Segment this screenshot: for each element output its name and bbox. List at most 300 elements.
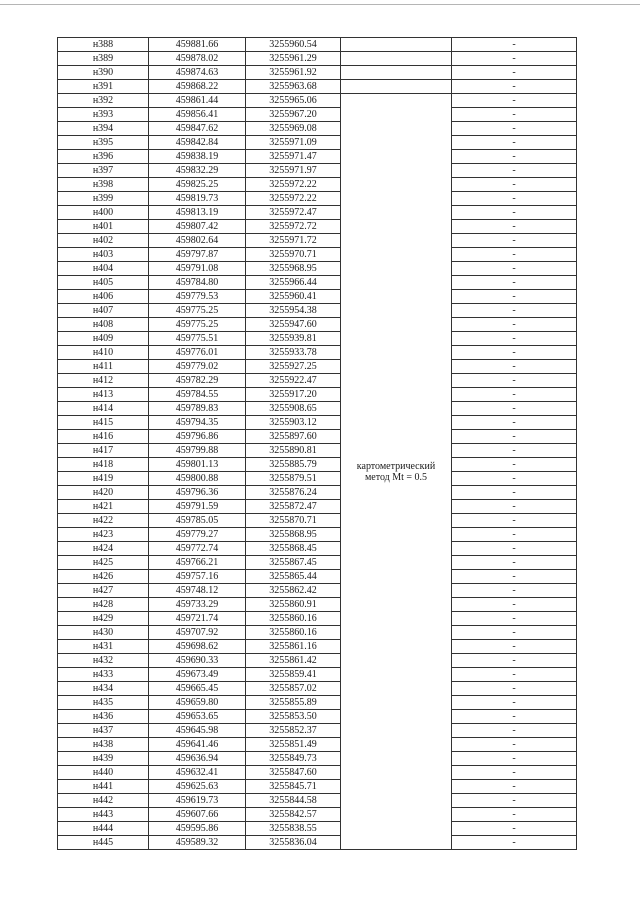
x-coordinate-cell: 459607.66 (149, 808, 246, 822)
x-coordinate-cell: 459653.65 (149, 710, 246, 724)
x-coordinate-cell: 459819.73 (149, 192, 246, 206)
method-text-line: метод Mt = 0.5 (364, 471, 428, 483)
point-id-cell: н417 (58, 444, 149, 458)
x-coordinate-cell: 459619.73 (149, 794, 246, 808)
x-coordinate-cell: 459636.94 (149, 752, 246, 766)
y-coordinate-cell: 3255968.95 (246, 262, 341, 276)
table-row (58, 52, 577, 66)
x-coordinate-cell: 459784.80 (149, 276, 246, 290)
point-id-cell: н413 (58, 388, 149, 402)
dash-cell: - (452, 612, 577, 626)
table-row (58, 206, 577, 220)
point-id-cell: н402 (58, 234, 149, 248)
method-text-line: картометрический (356, 460, 436, 472)
point-id-cell: н425 (58, 556, 149, 570)
y-coordinate-cell: 3255967.20 (246, 108, 341, 122)
y-coordinate-cell: 3255844.58 (246, 794, 341, 808)
table-row (58, 514, 577, 528)
dash-cell: - (452, 486, 577, 500)
y-coordinate-cell: 3255970.71 (246, 248, 341, 262)
table-row (58, 556, 577, 570)
dash-cell: - (452, 164, 577, 178)
y-coordinate-cell: 3255965.06 (246, 94, 341, 108)
table-row (58, 696, 577, 710)
x-coordinate-cell: 459757.16 (149, 570, 246, 584)
point-id-cell: н389 (58, 52, 149, 66)
empty-method-cell (341, 38, 452, 52)
table-row (58, 136, 577, 150)
x-coordinate-cell: 459641.46 (149, 738, 246, 752)
dash-cell: - (452, 556, 577, 570)
dash-cell: - (452, 822, 577, 836)
point-id-cell: н394 (58, 122, 149, 136)
point-id-cell: н420 (58, 486, 149, 500)
coordinates-table (57, 37, 577, 850)
y-coordinate-cell: 3255836.04 (246, 836, 341, 850)
table-row (58, 388, 577, 402)
x-coordinate-cell: 459838.19 (149, 150, 246, 164)
y-coordinate-cell: 3255917.20 (246, 388, 341, 402)
y-coordinate-cell: 3255847.60 (246, 766, 341, 780)
coordinates-table-body (58, 38, 577, 850)
point-id-cell: н431 (58, 640, 149, 654)
dash-cell: - (452, 318, 577, 332)
table-row (58, 150, 577, 164)
table-row (58, 66, 577, 80)
point-id-cell: н405 (58, 276, 149, 290)
point-id-cell: н423 (58, 528, 149, 542)
point-id-cell: н442 (58, 794, 149, 808)
dash-cell: - (452, 346, 577, 360)
point-id-cell: н412 (58, 374, 149, 388)
table-row (58, 444, 577, 458)
point-id-cell: н444 (58, 822, 149, 836)
point-id-cell: н426 (58, 570, 149, 584)
x-coordinate-cell: 459665.45 (149, 682, 246, 696)
y-coordinate-cell: 3255860.16 (246, 626, 341, 640)
x-coordinate-cell: 459789.83 (149, 402, 246, 416)
point-id-cell: н409 (58, 332, 149, 346)
y-coordinate-cell: 3255972.22 (246, 178, 341, 192)
x-coordinate-cell: 459802.64 (149, 234, 246, 248)
table-row (58, 752, 577, 766)
table-row (58, 192, 577, 206)
table-row (58, 416, 577, 430)
y-coordinate-cell: 3255954.38 (246, 304, 341, 318)
empty-method-cell (341, 66, 452, 80)
x-coordinate-cell: 459779.53 (149, 290, 246, 304)
dash-cell: - (452, 136, 577, 150)
y-coordinate-cell: 3255845.71 (246, 780, 341, 794)
y-coordinate-cell: 3255867.45 (246, 556, 341, 570)
method-cell (341, 94, 452, 850)
y-coordinate-cell: 3255972.22 (246, 192, 341, 206)
x-coordinate-cell: 459807.42 (149, 220, 246, 234)
y-coordinate-cell: 3255971.72 (246, 234, 341, 248)
table-row (58, 318, 577, 332)
x-coordinate-cell: 459800.88 (149, 472, 246, 486)
y-coordinate-cell: 3255972.47 (246, 206, 341, 220)
x-coordinate-cell: 459589.32 (149, 836, 246, 850)
x-coordinate-cell: 459794.35 (149, 416, 246, 430)
point-id-cell: н395 (58, 136, 149, 150)
x-coordinate-cell: 459785.05 (149, 514, 246, 528)
point-id-cell: н445 (58, 836, 149, 850)
table-row (58, 402, 577, 416)
dash-cell: - (452, 80, 577, 94)
x-coordinate-cell: 459801.13 (149, 458, 246, 472)
y-coordinate-cell: 3255890.81 (246, 444, 341, 458)
point-id-cell: н418 (58, 458, 149, 472)
point-id-cell: н421 (58, 500, 149, 514)
y-coordinate-cell: 3255947.60 (246, 318, 341, 332)
dash-cell: - (452, 752, 577, 766)
table-row (58, 724, 577, 738)
point-id-cell: н407 (58, 304, 149, 318)
table-row (58, 836, 577, 850)
point-id-cell: н438 (58, 738, 149, 752)
point-id-cell: н415 (58, 416, 149, 430)
dash-cell: - (452, 696, 577, 710)
point-id-cell: н429 (58, 612, 149, 626)
table-row (58, 668, 577, 682)
y-coordinate-cell: 3255868.45 (246, 542, 341, 556)
x-coordinate-cell: 459799.88 (149, 444, 246, 458)
y-coordinate-cell: 3255960.54 (246, 38, 341, 52)
dash-cell: - (452, 94, 577, 108)
point-id-cell: н399 (58, 192, 149, 206)
point-id-cell: н436 (58, 710, 149, 724)
dash-cell: - (452, 472, 577, 486)
y-coordinate-cell: 3255927.25 (246, 360, 341, 374)
table-row (58, 262, 577, 276)
x-coordinate-cell: 459595.86 (149, 822, 246, 836)
dash-cell: - (452, 724, 577, 738)
table-row (58, 178, 577, 192)
x-coordinate-cell: 459775.51 (149, 332, 246, 346)
y-coordinate-cell: 3255961.92 (246, 66, 341, 80)
x-coordinate-cell: 459625.63 (149, 780, 246, 794)
point-id-cell: н390 (58, 66, 149, 80)
point-id-cell: н428 (58, 598, 149, 612)
x-coordinate-cell: 459796.86 (149, 430, 246, 444)
y-coordinate-cell: 3255971.09 (246, 136, 341, 150)
table-row (58, 164, 577, 178)
y-coordinate-cell: 3255868.95 (246, 528, 341, 542)
table-row (58, 808, 577, 822)
y-coordinate-cell: 3255933.78 (246, 346, 341, 360)
x-coordinate-cell: 459832.29 (149, 164, 246, 178)
x-coordinate-cell: 459748.12 (149, 584, 246, 598)
y-coordinate-cell: 3255861.16 (246, 640, 341, 654)
x-coordinate-cell: 459868.22 (149, 80, 246, 94)
table-row (58, 738, 577, 752)
point-id-cell: н433 (58, 668, 149, 682)
dash-cell: - (452, 570, 577, 584)
table-row (58, 598, 577, 612)
point-id-cell: н439 (58, 752, 149, 766)
x-coordinate-cell: 459797.87 (149, 248, 246, 262)
x-coordinate-cell: 459659.80 (149, 696, 246, 710)
point-id-cell: н404 (58, 262, 149, 276)
dash-cell: - (452, 598, 577, 612)
x-coordinate-cell: 459772.74 (149, 542, 246, 556)
dash-cell: - (452, 402, 577, 416)
dash-cell: - (452, 416, 577, 430)
dash-cell: - (452, 444, 577, 458)
table-row (58, 794, 577, 808)
dash-cell: - (452, 66, 577, 80)
table-row (58, 584, 577, 598)
x-coordinate-cell: 459874.63 (149, 66, 246, 80)
table-row (58, 290, 577, 304)
dash-cell: - (452, 514, 577, 528)
x-coordinate-cell: 459791.59 (149, 500, 246, 514)
y-coordinate-cell: 3255939.81 (246, 332, 341, 346)
y-coordinate-cell: 3255897.60 (246, 430, 341, 444)
x-coordinate-cell: 459847.62 (149, 122, 246, 136)
y-coordinate-cell: 3255860.16 (246, 612, 341, 626)
x-coordinate-cell: 459721.74 (149, 612, 246, 626)
point-id-cell: н434 (58, 682, 149, 696)
dash-cell: - (452, 360, 577, 374)
dash-cell: - (452, 836, 577, 850)
x-coordinate-cell: 459766.21 (149, 556, 246, 570)
table-row (58, 458, 577, 472)
y-coordinate-cell: 3255870.71 (246, 514, 341, 528)
dash-cell: - (452, 150, 577, 164)
table-row (58, 38, 577, 52)
point-id-cell: н424 (58, 542, 149, 556)
table-row (58, 94, 577, 108)
point-id-cell: н393 (58, 108, 149, 122)
dash-cell: - (452, 500, 577, 514)
x-coordinate-cell: 459632.41 (149, 766, 246, 780)
point-id-cell: н440 (58, 766, 149, 780)
y-coordinate-cell: 3255961.29 (246, 52, 341, 66)
table-row (58, 346, 577, 360)
point-id-cell: н435 (58, 696, 149, 710)
point-id-cell: н401 (58, 220, 149, 234)
x-coordinate-cell: 459878.02 (149, 52, 246, 66)
table-row (58, 80, 577, 94)
dash-cell: - (452, 458, 577, 472)
point-id-cell: н414 (58, 402, 149, 416)
dash-cell: - (452, 738, 577, 752)
y-coordinate-cell: 3255876.24 (246, 486, 341, 500)
point-id-cell: н398 (58, 178, 149, 192)
x-coordinate-cell: 459881.66 (149, 38, 246, 52)
y-coordinate-cell: 3255908.65 (246, 402, 341, 416)
y-coordinate-cell: 3255966.44 (246, 276, 341, 290)
dash-cell: - (452, 808, 577, 822)
table-row (58, 612, 577, 626)
dash-cell: - (452, 794, 577, 808)
dash-cell: - (452, 682, 577, 696)
dash-cell: - (452, 388, 577, 402)
x-coordinate-cell: 459775.25 (149, 304, 246, 318)
point-id-cell: н388 (58, 38, 149, 52)
y-coordinate-cell: 3255971.47 (246, 150, 341, 164)
x-coordinate-cell: 459707.92 (149, 626, 246, 640)
y-coordinate-cell: 3255969.08 (246, 122, 341, 136)
scan-artifact-line (0, 4, 640, 5)
table-row (58, 780, 577, 794)
y-coordinate-cell: 3255857.02 (246, 682, 341, 696)
x-coordinate-cell: 459813.19 (149, 206, 246, 220)
x-coordinate-cell: 459733.29 (149, 598, 246, 612)
dash-cell: - (452, 122, 577, 136)
point-id-cell: н392 (58, 94, 149, 108)
x-coordinate-cell: 459856.41 (149, 108, 246, 122)
y-coordinate-cell: 3255849.73 (246, 752, 341, 766)
dash-cell: - (452, 710, 577, 724)
point-id-cell: н430 (58, 626, 149, 640)
point-id-cell: н419 (58, 472, 149, 486)
x-coordinate-cell: 459779.02 (149, 360, 246, 374)
y-coordinate-cell: 3255852.37 (246, 724, 341, 738)
dash-cell: - (452, 262, 577, 276)
dash-cell: - (452, 290, 577, 304)
y-coordinate-cell: 3255859.41 (246, 668, 341, 682)
dash-cell: - (452, 220, 577, 234)
point-id-cell: н408 (58, 318, 149, 332)
point-id-cell: н400 (58, 206, 149, 220)
empty-method-cell (341, 80, 452, 94)
x-coordinate-cell: 459791.08 (149, 262, 246, 276)
table-row (58, 822, 577, 836)
table-row (58, 360, 577, 374)
dash-cell: - (452, 584, 577, 598)
point-id-cell: н427 (58, 584, 149, 598)
table-row (58, 542, 577, 556)
point-id-cell: н396 (58, 150, 149, 164)
dash-cell: - (452, 52, 577, 66)
table-row (58, 472, 577, 486)
y-coordinate-cell: 3255861.42 (246, 654, 341, 668)
y-coordinate-cell: 3255885.79 (246, 458, 341, 472)
y-coordinate-cell: 3255879.51 (246, 472, 341, 486)
table-row (58, 430, 577, 444)
dash-cell: - (452, 234, 577, 248)
table-row (58, 220, 577, 234)
dash-cell: - (452, 626, 577, 640)
y-coordinate-cell: 3255853.50 (246, 710, 341, 724)
table-row (58, 276, 577, 290)
empty-method-cell (341, 52, 452, 66)
x-coordinate-cell: 459796.36 (149, 486, 246, 500)
table-row (58, 570, 577, 584)
table-row (58, 710, 577, 724)
point-id-cell: н391 (58, 80, 149, 94)
y-coordinate-cell: 3255903.12 (246, 416, 341, 430)
dash-cell: - (452, 430, 577, 444)
table-row (58, 640, 577, 654)
dash-cell: - (452, 332, 577, 346)
dash-cell: - (452, 668, 577, 682)
dash-cell: - (452, 276, 577, 290)
table-row (58, 374, 577, 388)
y-coordinate-cell: 3255851.49 (246, 738, 341, 752)
y-coordinate-cell: 3255860.91 (246, 598, 341, 612)
y-coordinate-cell: 3255971.97 (246, 164, 341, 178)
y-coordinate-cell: 3255960.41 (246, 290, 341, 304)
y-coordinate-cell: 3255838.55 (246, 822, 341, 836)
table-row (58, 654, 577, 668)
dash-cell: - (452, 304, 577, 318)
y-coordinate-cell: 3255872.47 (246, 500, 341, 514)
dash-cell: - (452, 766, 577, 780)
y-coordinate-cell: 3255922.47 (246, 374, 341, 388)
point-id-cell: н410 (58, 346, 149, 360)
dash-cell: - (452, 38, 577, 52)
table-row (58, 500, 577, 514)
dash-cell: - (452, 206, 577, 220)
x-coordinate-cell: 459698.62 (149, 640, 246, 654)
point-id-cell: н437 (58, 724, 149, 738)
dash-cell: - (452, 640, 577, 654)
x-coordinate-cell: 459779.27 (149, 528, 246, 542)
table-row (58, 304, 577, 318)
y-coordinate-cell: 3255862.42 (246, 584, 341, 598)
point-id-cell: н422 (58, 514, 149, 528)
table-row (58, 766, 577, 780)
table-row (58, 626, 577, 640)
point-id-cell: н406 (58, 290, 149, 304)
point-id-cell: н403 (58, 248, 149, 262)
y-coordinate-cell: 3255855.89 (246, 696, 341, 710)
x-coordinate-cell: 459775.25 (149, 318, 246, 332)
dash-cell: - (452, 192, 577, 206)
dash-cell: - (452, 374, 577, 388)
dash-cell: - (452, 178, 577, 192)
point-id-cell: н411 (58, 360, 149, 374)
x-coordinate-cell: 459673.49 (149, 668, 246, 682)
table-row (58, 122, 577, 136)
x-coordinate-cell: 459645.98 (149, 724, 246, 738)
point-id-cell: н432 (58, 654, 149, 668)
point-id-cell: н441 (58, 780, 149, 794)
table-row (58, 332, 577, 346)
y-coordinate-cell: 3255865.44 (246, 570, 341, 584)
y-coordinate-cell: 3255972.72 (246, 220, 341, 234)
dash-cell: - (452, 108, 577, 122)
x-coordinate-cell: 459782.29 (149, 374, 246, 388)
dash-cell: - (452, 780, 577, 794)
table-row (58, 682, 577, 696)
dash-cell: - (452, 542, 577, 556)
point-id-cell: н443 (58, 808, 149, 822)
table-row (58, 108, 577, 122)
table-row (58, 486, 577, 500)
x-coordinate-cell: 459776.01 (149, 346, 246, 360)
x-coordinate-cell: 459825.25 (149, 178, 246, 192)
x-coordinate-cell: 459784.55 (149, 388, 246, 402)
dash-cell: - (452, 528, 577, 542)
point-id-cell: н416 (58, 430, 149, 444)
point-id-cell: н397 (58, 164, 149, 178)
x-coordinate-cell: 459690.33 (149, 654, 246, 668)
table-row (58, 248, 577, 262)
y-coordinate-cell: 3255842.57 (246, 808, 341, 822)
table-row (58, 234, 577, 248)
x-coordinate-cell: 459861.44 (149, 94, 246, 108)
y-coordinate-cell: 3255963.68 (246, 80, 341, 94)
table-row (58, 528, 577, 542)
dash-cell: - (452, 248, 577, 262)
x-coordinate-cell: 459842.84 (149, 136, 246, 150)
dash-cell: - (452, 654, 577, 668)
